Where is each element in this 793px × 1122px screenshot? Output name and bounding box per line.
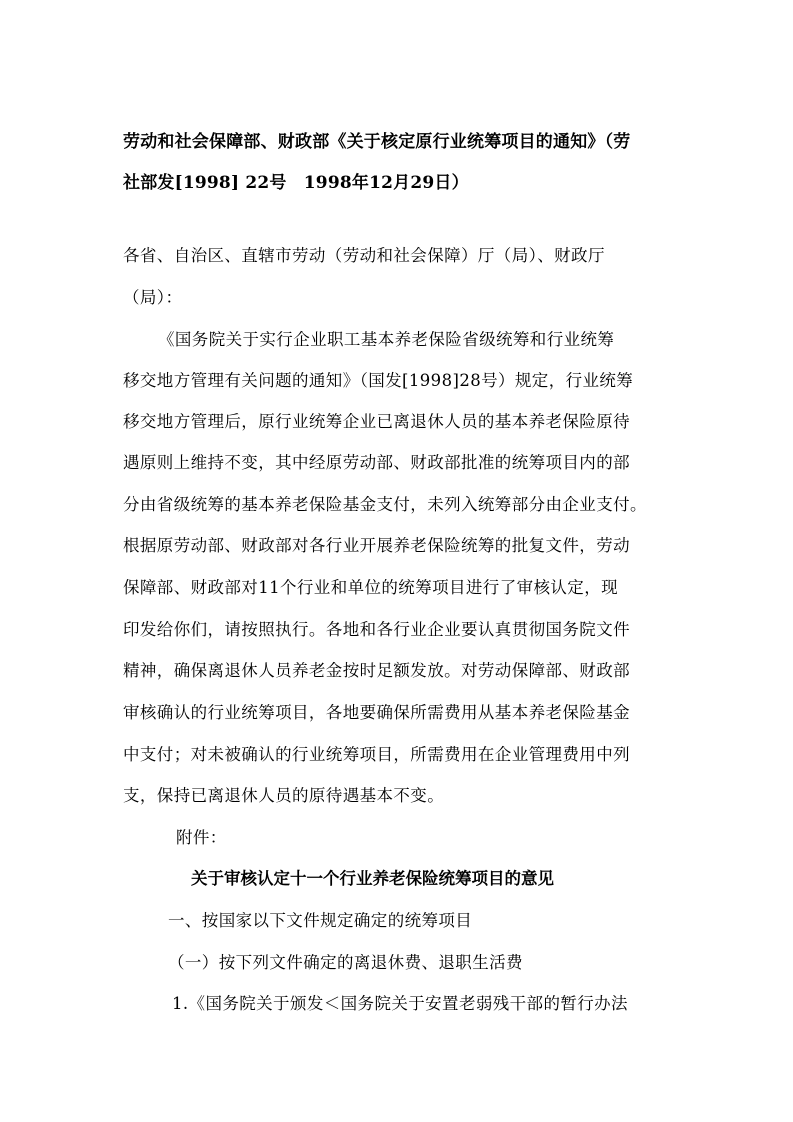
body-line-9: 精神，确保离退休人员养老金按时足额发放。对劳动保障部、财政部	[123, 661, 630, 680]
section-subheading-1: （一）按下列文件确定的离退休费、退职生活费	[168, 953, 523, 972]
body-line-11: 中支付；对未被确认的行业统筹项目，所需费用在企业管理费用中列	[123, 745, 630, 764]
section-item-1: 1.《国务院关于颁发＜国务院关于安置老弱残干部的暂行办法	[172, 994, 628, 1013]
salutation-line-1: 各省、自治区、直辖市劳动（劳动和社会保障）厅（局）、财政厅	[123, 246, 605, 265]
title-line-1: 劳动和社会保障部、财政部《关于核定原行业统筹项目的通知》（劳	[123, 132, 631, 152]
body-line-3: 移交地方管理后，原行业统筹企业已离退休人员的基本养老保险原待	[123, 412, 630, 431]
document-title	[123, 122, 693, 204]
body-line-7: 保障部、财政部对11个行业和单位的统筹项目进行了审核认定，现	[123, 578, 618, 597]
body-line-8: 印发给你们，请按照执行。各地和各行业企业要认真贯彻国务院文件	[123, 620, 630, 639]
attachment-title: 关于审核认定十一个行业养老保险统筹项目的意见	[191, 869, 554, 888]
body-line-1: 《国务院关于实行企业职工基本养老保险省级统筹和行业统筹	[158, 330, 615, 349]
body-line-6: 根据原劳动部、财政部对各行业开展养老保险统筹的批复文件，劳动	[123, 536, 630, 555]
body-line-2: 移交地方管理有关问题的通知》（国发[1998]28号）规定，行业统筹	[123, 371, 634, 390]
body-line-4: 遇原则上维持不变，其中经原劳动部、财政部批准的统筹项目内的部	[123, 453, 630, 472]
salutation-line-2: （局）：	[123, 288, 183, 307]
attachment-label: 附件：	[176, 828, 227, 847]
body-line-10: 审核确认的行业统筹项目，各地要确保所需费用从基本养老保险基金	[123, 703, 630, 722]
body-line-5: 分由省级统筹的基本养老保险基金支付，未列入统筹部分由企业支付。	[123, 495, 647, 514]
section-heading-1: 一、按国家以下文件规定确定的统筹项目	[168, 911, 473, 930]
title-line-2: 社部发[1998] 22号 1998年12月29日）	[123, 173, 469, 193]
body-line-12: 支，保持已离退休人员的原待遇基本不变。	[123, 786, 445, 805]
